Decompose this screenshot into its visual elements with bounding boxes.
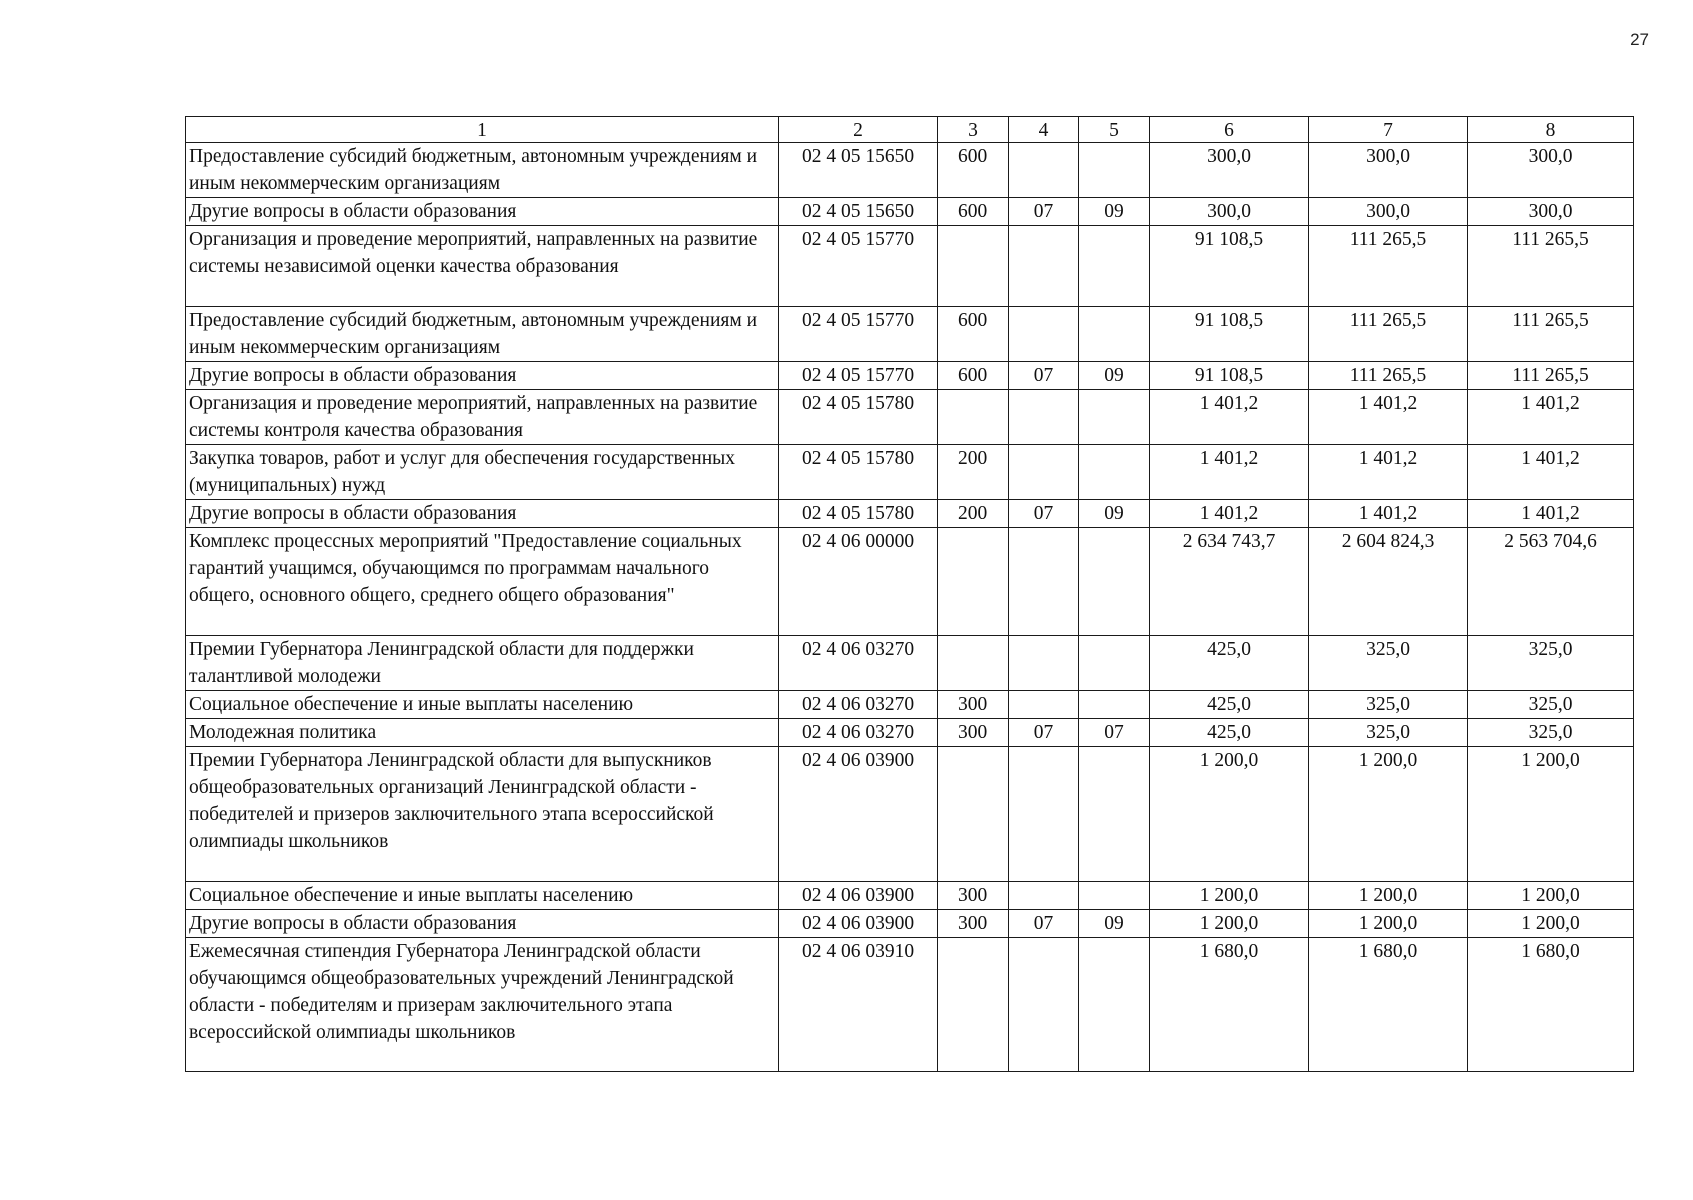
row-value-col7-cell: 111 265,5 [1309, 226, 1468, 307]
row-name-cell: Закупка товаров, работ и услуг для обеспечения государственных (муниципальных) нужд [186, 445, 779, 500]
row-code-cell: 02 4 05 15780 [779, 500, 938, 528]
row-code-cell: 02 4 05 15770 [779, 362, 938, 390]
row-value-col7-cell: 1 401,2 [1309, 445, 1468, 500]
table-row [186, 719, 1634, 747]
row-subsection-cell [1079, 143, 1150, 198]
row-expense-type-cell: 600 [938, 198, 1009, 226]
row-value-col8-cell: 300,0 [1468, 143, 1634, 198]
row-value-col6-cell: 2 634 743,7 [1150, 528, 1309, 636]
row-subsection-cell [1079, 307, 1150, 362]
row-value-col6-cell: 1 200,0 [1150, 910, 1309, 938]
table-row [186, 910, 1634, 938]
row-subsection-cell [1079, 528, 1150, 636]
row-code-cell: 02 4 06 03270 [779, 691, 938, 719]
column-header: 5 [1079, 117, 1150, 143]
table-row [186, 882, 1634, 910]
table-row [186, 445, 1634, 500]
row-expense-type-cell [938, 938, 1009, 1072]
row-expense-type-cell: 600 [938, 307, 1009, 362]
row-subsection-cell: 07 [1079, 719, 1150, 747]
row-value-col6-cell: 425,0 [1150, 691, 1309, 719]
row-code-cell: 02 4 05 15780 [779, 445, 938, 500]
row-expense-type-cell [938, 390, 1009, 445]
row-section-cell [1009, 636, 1079, 691]
row-value-col8-cell: 1 401,2 [1468, 500, 1634, 528]
row-value-col7-cell: 1 401,2 [1309, 390, 1468, 445]
row-name-cell: Предоставление субсидий бюджетным, автономным учреждениям и иным некоммерческим организациям [186, 307, 779, 362]
row-name-cell: Другие вопросы в области образования [186, 362, 779, 390]
column-header: 2 [779, 117, 938, 143]
row-expense-type-cell: 300 [938, 882, 1009, 910]
table-row [186, 528, 1634, 636]
row-value-col8-cell: 325,0 [1468, 636, 1634, 691]
row-value-col7-cell: 2 604 824,3 [1309, 528, 1468, 636]
row-name-cell: Социальное обеспечение и иные выплаты населению [186, 691, 779, 719]
row-value-col7-cell: 1 200,0 [1309, 910, 1468, 938]
row-subsection-cell: 09 [1079, 500, 1150, 528]
row-value-col8-cell: 1 200,0 [1468, 882, 1634, 910]
row-value-col8-cell: 1 401,2 [1468, 390, 1634, 445]
row-code-cell: 02 4 06 03900 [779, 910, 938, 938]
row-expense-type-cell: 600 [938, 362, 1009, 390]
table-row [186, 747, 1634, 882]
table-row [186, 691, 1634, 719]
row-value-col8-cell: 1 680,0 [1468, 938, 1634, 1072]
row-value-col8-cell: 1 200,0 [1468, 747, 1634, 882]
row-section-cell [1009, 307, 1079, 362]
row-subsection-cell [1079, 747, 1150, 882]
row-value-col8-cell: 325,0 [1468, 691, 1634, 719]
table-row [186, 938, 1634, 1072]
row-value-col6-cell: 1 401,2 [1150, 500, 1309, 528]
row-section-cell [1009, 747, 1079, 882]
row-value-col7-cell: 1 200,0 [1309, 882, 1468, 910]
row-name-cell: Другие вопросы в области образования [186, 198, 779, 226]
row-name-cell: Молодежная политика [186, 719, 779, 747]
row-section-cell [1009, 445, 1079, 500]
row-value-col6-cell: 425,0 [1150, 719, 1309, 747]
row-expense-type-cell [938, 528, 1009, 636]
row-value-col6-cell: 300,0 [1150, 198, 1309, 226]
row-value-col7-cell: 325,0 [1309, 719, 1468, 747]
row-value-col6-cell: 1 680,0 [1150, 938, 1309, 1072]
table-row [186, 362, 1634, 390]
row-expense-type-cell [938, 636, 1009, 691]
row-name-cell: Предоставление субсидий бюджетным, автономным учреждениям и иным некоммерческим организациям [186, 143, 779, 198]
row-section-cell [1009, 226, 1079, 307]
column-header: 4 [1009, 117, 1079, 143]
table-row [186, 143, 1634, 198]
row-subsection-cell [1079, 445, 1150, 500]
page-number: 27 [1630, 30, 1649, 49]
row-value-col7-cell: 300,0 [1309, 143, 1468, 198]
row-expense-type-cell: 300 [938, 691, 1009, 719]
row-value-col6-cell: 91 108,5 [1150, 362, 1309, 390]
row-value-col6-cell: 1 401,2 [1150, 390, 1309, 445]
row-section-cell [1009, 938, 1079, 1072]
row-section-cell: 07 [1009, 198, 1079, 226]
row-subsection-cell [1079, 390, 1150, 445]
table-header-row [186, 117, 1634, 143]
row-name-cell: Комплекс процессных мероприятий "Предоставление социальных гарантий учащимся, обучающимся по программам начального общего, основного общего, среднего общего образования" [186, 528, 779, 636]
row-subsection-cell [1079, 636, 1150, 691]
row-name-cell: Другие вопросы в области образования [186, 500, 779, 528]
row-value-col8-cell: 111 265,5 [1468, 362, 1634, 390]
row-name-cell: Организация и проведение мероприятий, направленных на развитие системы независимой оценки качества образования [186, 226, 779, 307]
row-section-cell: 07 [1009, 719, 1079, 747]
row-value-col7-cell: 1 200,0 [1309, 747, 1468, 882]
row-expense-type-cell: 300 [938, 719, 1009, 747]
row-value-col6-cell: 425,0 [1150, 636, 1309, 691]
row-subsection-cell: 09 [1079, 910, 1150, 938]
row-value-col8-cell: 325,0 [1468, 719, 1634, 747]
row-code-cell: 02 4 06 03270 [779, 719, 938, 747]
row-code-cell: 02 4 05 15650 [779, 143, 938, 198]
row-value-col7-cell: 111 265,5 [1309, 307, 1468, 362]
row-value-col8-cell: 111 265,5 [1468, 226, 1634, 307]
row-name-cell: Организация и проведение мероприятий, направленных на развитие системы контроля качества образования [186, 390, 779, 445]
row-section-cell: 07 [1009, 362, 1079, 390]
row-expense-type-cell: 300 [938, 910, 1009, 938]
row-value-col6-cell: 1 200,0 [1150, 747, 1309, 882]
row-value-col7-cell: 1 401,2 [1309, 500, 1468, 528]
row-value-col8-cell: 1 401,2 [1468, 445, 1634, 500]
column-header: 8 [1468, 117, 1634, 143]
column-header: 1 [186, 117, 779, 143]
row-subsection-cell: 09 [1079, 198, 1150, 226]
row-code-cell: 02 4 06 03900 [779, 882, 938, 910]
row-value-col7-cell: 111 265,5 [1309, 362, 1468, 390]
row-expense-type-cell: 600 [938, 143, 1009, 198]
row-code-cell: 02 4 05 15650 [779, 198, 938, 226]
row-value-col8-cell: 111 265,5 [1468, 307, 1634, 362]
budget-table [185, 116, 1634, 1072]
row-section-cell [1009, 691, 1079, 719]
row-section-cell: 07 [1009, 910, 1079, 938]
row-value-col6-cell: 1 200,0 [1150, 882, 1309, 910]
row-expense-type-cell: 200 [938, 445, 1009, 500]
row-name-cell: Премии Губернатора Ленинградской области для выпускников общеобразовательных организаций Ленинградской области - победителей и призеров заключительного этапа всероссийской олимпиады школьников [186, 747, 779, 882]
row-expense-type-cell [938, 226, 1009, 307]
row-section-cell [1009, 143, 1079, 198]
row-name-cell: Другие вопросы в области образования [186, 910, 779, 938]
row-code-cell: 02 4 05 15770 [779, 226, 938, 307]
table-row [186, 198, 1634, 226]
row-value-col6-cell: 1 401,2 [1150, 445, 1309, 500]
row-value-col6-cell: 91 108,5 [1150, 226, 1309, 307]
row-section-cell [1009, 390, 1079, 445]
row-name-cell: Социальное обеспечение и иные выплаты населению [186, 882, 779, 910]
row-code-cell: 02 4 06 03270 [779, 636, 938, 691]
table-row [186, 500, 1634, 528]
row-subsection-cell [1079, 938, 1150, 1072]
row-value-col7-cell: 325,0 [1309, 691, 1468, 719]
row-value-col6-cell: 300,0 [1150, 143, 1309, 198]
row-value-col7-cell: 325,0 [1309, 636, 1468, 691]
row-section-cell [1009, 882, 1079, 910]
column-header: 7 [1309, 117, 1468, 143]
table-row [186, 226, 1634, 307]
row-expense-type-cell [938, 747, 1009, 882]
table-row [186, 636, 1634, 691]
row-value-col8-cell: 1 200,0 [1468, 910, 1634, 938]
row-value-col8-cell: 300,0 [1468, 198, 1634, 226]
row-value-col7-cell: 1 680,0 [1309, 938, 1468, 1072]
row-code-cell: 02 4 06 00000 [779, 528, 938, 636]
row-code-cell: 02 4 06 03910 [779, 938, 938, 1072]
row-value-col8-cell: 2 563 704,6 [1468, 528, 1634, 636]
row-subsection-cell: 09 [1079, 362, 1150, 390]
row-name-cell: Ежемесячная стипендия Губернатора Ленинградской области обучающимся общеобразовательных учреждений Ленинградской области - победителям и призерам заключительного этапа всероссийской олимпиады школьников [186, 938, 779, 1072]
row-code-cell: 02 4 05 15780 [779, 390, 938, 445]
row-expense-type-cell: 200 [938, 500, 1009, 528]
row-value-col6-cell: 91 108,5 [1150, 307, 1309, 362]
column-header: 6 [1150, 117, 1309, 143]
row-section-cell [1009, 528, 1079, 636]
table-row [186, 390, 1634, 445]
row-name-cell: Премии Губернатора Ленинградской области для поддержки талантливой молодежи [186, 636, 779, 691]
row-code-cell: 02 4 06 03900 [779, 747, 938, 882]
row-subsection-cell [1079, 226, 1150, 307]
row-code-cell: 02 4 05 15770 [779, 307, 938, 362]
row-subsection-cell [1079, 882, 1150, 910]
column-header: 3 [938, 117, 1009, 143]
table-row [186, 307, 1634, 362]
row-section-cell: 07 [1009, 500, 1079, 528]
row-value-col7-cell: 300,0 [1309, 198, 1468, 226]
row-subsection-cell [1079, 691, 1150, 719]
